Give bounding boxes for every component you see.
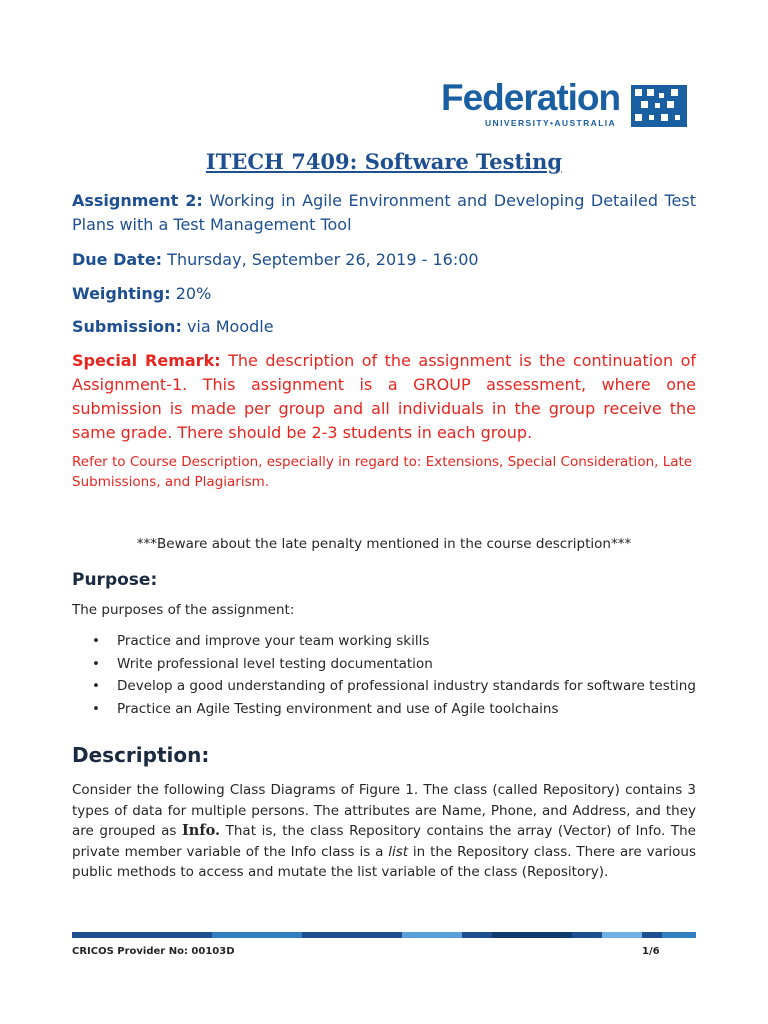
bullet-icon: •: [92, 633, 100, 649]
bullet-icon: •: [92, 678, 100, 694]
description-text-1: Consider the following Class Diagrams of Figure 1. The class (called Repository) contains 3 types of data for multiple persons. The attributes are Name, Phone, and Address, and they are grouped as: [72, 782, 696, 840]
late-penalty-note: ***Beware about the late penalty mentioned in the course description***: [136, 536, 632, 552]
description-bold-term: Info.: [182, 822, 221, 840]
federation-flag-icon: [631, 85, 687, 127]
assignment-label: Assignment 2:: [72, 191, 203, 210]
list-item: [90, 630, 696, 653]
due-date-value: Thursday, September 26, 2019 - 16:00: [167, 250, 479, 269]
due-date-line: [72, 248, 696, 272]
submission-line: [72, 315, 696, 339]
logo-subtitle: UNIVERSITY•AUSTRALIA: [485, 118, 617, 128]
list-item-text: Practice and improve your team working skills: [117, 633, 430, 649]
footer-color-bar: [72, 932, 696, 938]
due-date-label: Due Date:: [72, 250, 163, 269]
list-item-text: Write professional level testing documentation: [117, 655, 433, 672]
logo-wordmark: Federation: [441, 77, 621, 118]
bullet-icon: •: [92, 655, 100, 672]
description-paragraph: [72, 780, 696, 883]
assignment-text: Working in Agile Environment and Developing Detailed Test Plans with a Test Management Tool: [72, 191, 697, 234]
purpose-intro: The purposes of the assignment:: [72, 602, 295, 618]
description-heading: Description:: [72, 743, 210, 767]
list-item: [90, 675, 696, 698]
purpose-heading: Purpose:: [72, 570, 158, 590]
submission-value: via Moodle: [186, 317, 274, 336]
special-remark-text: The description of the assignment is the continuation of Assignment-1. This assignment is a GROUP assessment, where one submission is made per group and all individuals in the group receive the same grade. There should be 2-3 students in each group.: [72, 351, 696, 442]
list-item: [90, 653, 696, 676]
footer-provider: CRICOS Provider No: 00103D: [72, 946, 235, 957]
list-item-text: Practice an Agile Testing environment and use of Agile toolchains: [117, 700, 559, 717]
special-remark: [72, 349, 696, 445]
list-item: [90, 698, 696, 721]
refer-note: Refer to Course Description, especially in regard to: Extensions, Special Consideration, Late Submissions, and Plagiarism.: [72, 454, 693, 490]
description-italic-term: list: [388, 843, 409, 860]
page-title: ITECH 7409: Software Testing: [205, 149, 563, 174]
bullet-icon: •: [92, 700, 100, 717]
purpose-list: [90, 630, 696, 720]
list-item-text: Develop a good understanding of professional industry standards for software testing: [117, 678, 696, 694]
weighting-label: Weighting:: [72, 284, 171, 303]
weighting-line: [72, 282, 696, 306]
submission-label: Submission:: [72, 317, 182, 336]
assignment-line: [72, 189, 696, 237]
description-text-3: in the Repository class. There are various public methods to access and mutate the list variable of the class (Repository).: [72, 843, 696, 881]
footer-page-number: 1/6: [642, 946, 660, 957]
federation-logo: [441, 77, 689, 130]
weighting-value: 20%: [175, 284, 212, 303]
description-text-2: That is, the class Repository contains the array (Vector) of Info. The private member variable of the Info class is a: [72, 823, 696, 860]
special-remark-label: Special Remark:: [72, 351, 221, 370]
